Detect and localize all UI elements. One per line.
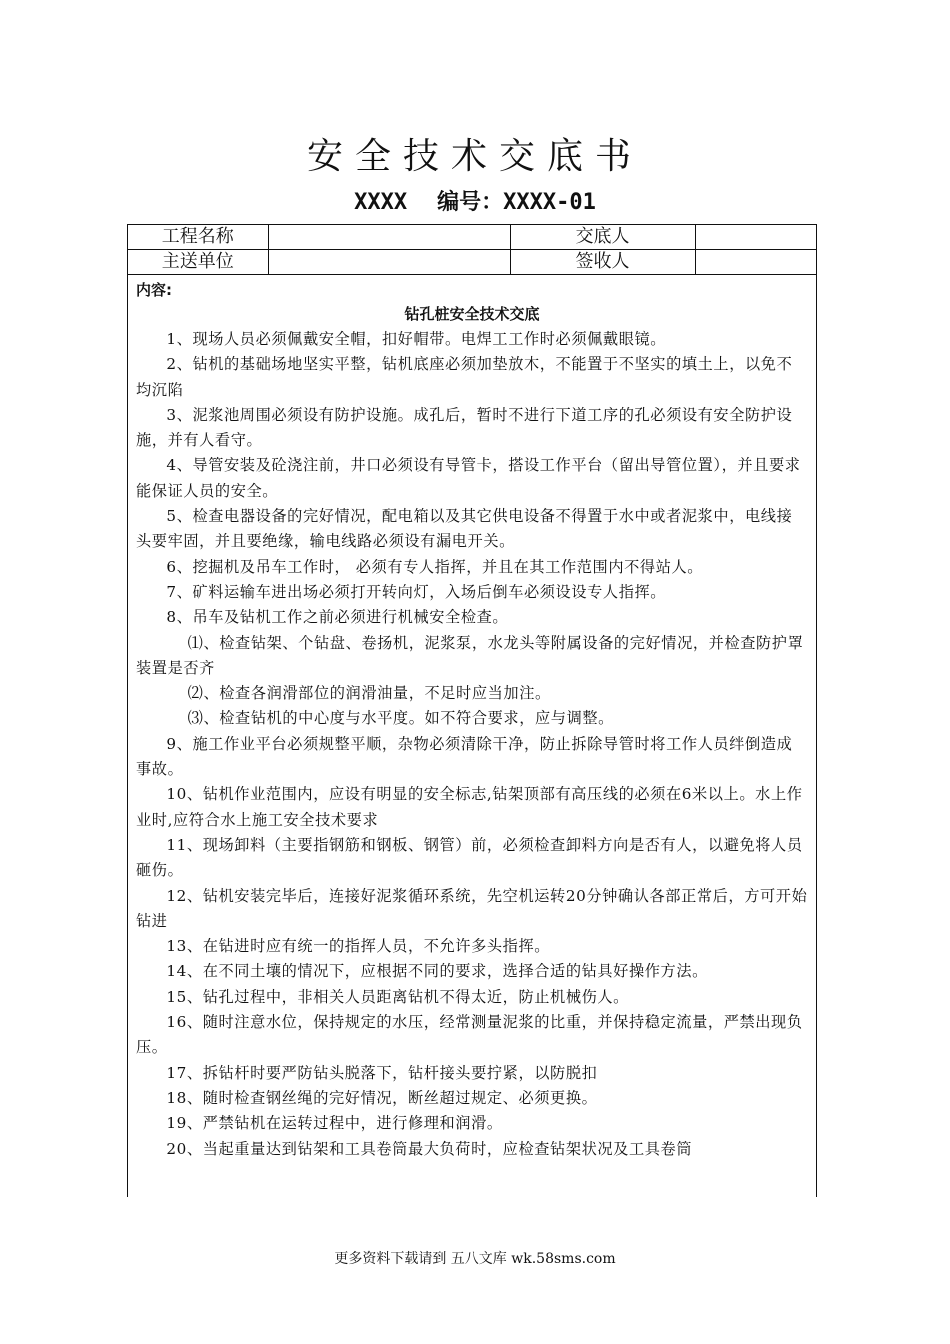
- document-title: 安全技术交底书: [306, 136, 643, 177]
- content-heading: 钻孔桩安全技术交底: [404, 305, 540, 323]
- content-label: 内容:: [136, 281, 172, 299]
- info-row-unit: [128, 250, 816, 275]
- clause-8-sub-2: ⑵、检查各润滑部位的润滑油量，不足时应当加注。: [187, 684, 551, 703]
- clause-9: 9、施工作业平台必须规整平顺，杂物必须清除干净，防止拆除导管时将工作人员绊倒造成事故。: [136, 734, 793, 779]
- clause-18: 18、随时检查钢丝绳的完好情况，断丝超过规定、必须更换。: [166, 1088, 598, 1107]
- clause-12: 12、钻机安装完毕后，连接好泥浆循环系统，先空机运转20分钟确认各部正常后，方可开始钻进: [136, 886, 808, 930]
- receiver-label: 签收人: [510, 250, 695, 275]
- send-unit-field[interactable]: [268, 250, 510, 275]
- clause-15: 15、钻孔过程中，非相关人员距离钻机不得太近，防止机械伤人。: [166, 987, 629, 1006]
- send-unit-label: 主送单位: [128, 250, 268, 275]
- clause-13: 13、在钻进时应有统一的指挥人员，不允许多头指挥。: [166, 937, 551, 956]
- clause-8-sub-3: ⑶、检查钻机的中心度与水平度。如不符合要求，应与调整。: [187, 709, 614, 728]
- handover-sheet: [127, 224, 817, 1197]
- clause-8-sub-1: ⑴、检查钻架、个钻盘、卷扬机，泥浆泵，水龙头等附属设备的完好情况，并检查防护罩装置是否齐: [136, 633, 804, 677]
- subtitle-code: XXXX: [354, 190, 408, 215]
- clause-14: 14、在不同土壤的情况下，应根据不同的要求，选择合适的钻具好操作方法。: [166, 962, 708, 981]
- clause-5: 5、检查电器设备的完好情况，配电箱以及其它供电设备不得置于水中或者泥浆中，电线接头要牢固，并且要绝缘，输电线路必须设有漏电开关。: [136, 507, 793, 551]
- clause-7: 7、矿料运输车进出场必须打开转向灯，入场后倒车必须设设专人指挥。: [166, 582, 667, 601]
- clause-1: 1、现场人员必须佩戴安全帽，扣好帽带。电焊工工作时必须佩戴眼镜。: [166, 330, 667, 348]
- clause-4: 4、导管安装及砼浇注前，井口必须设有导管卡，搭设工作平台（留出导管位置），并且要求能保证人员的安全。: [136, 456, 801, 500]
- handover-person-label: 交底人: [510, 225, 695, 250]
- clause-2: 2、钻机的基础场地坚实平整，钻机底座必须加垫放木，不能置于不坚实的填土上，以免不均沉陷: [136, 355, 793, 399]
- project-name-field[interactable]: [268, 225, 510, 250]
- clause-11: 11、现场卸料（主要指钢筋和钢板、钢管）前，必须检查卸料方向是否有人，以避免将人员砸伤。: [136, 835, 803, 880]
- document-subtitle: [0, 185, 950, 216]
- receiver-field[interactable]: [695, 250, 816, 275]
- document-number: 编号：XXXX-01: [437, 190, 596, 215]
- project-name-label: 工程名称: [128, 225, 268, 250]
- clause-17: 17、拆钻杆时要严防钻头脱落下，钻杆接头要拧紧，以防脱扣: [166, 1063, 598, 1082]
- clause-10: 10、钻机作业范围内，应设有明显的安全标志,钻架顶部有高压线的必须在6米以上。水上作业时,应符合水上施工安全技术要求: [136, 785, 803, 829]
- clause-20: 20、当起重量达到钻架和工具卷筒最大负荷时，应检查钻架状况及工具卷筒: [166, 1139, 693, 1158]
- clause-16: 16、随时注意水位，保持规定的水压，经常测量泥浆的比重，并保持稳定流量，严禁出现负压。: [136, 1013, 803, 1057]
- clause-19: 19、严禁钻机在运转过程中，进行修理和润滑。: [166, 1114, 503, 1133]
- info-row-project: [128, 225, 816, 250]
- info-table: [128, 225, 816, 275]
- clause-8: 8、吊车及钻机工作之前必须进行机械安全检查。: [166, 608, 509, 627]
- content-section: [128, 279, 816, 1162]
- footer-link[interactable]: 更多资料下载请到 五八文库 wk.58sms.com: [334, 1251, 616, 1267]
- clause-3: 3、泥浆池周围必须设有防护设施。成孔后，暂时不进行下道工序的孔必须设有安全防护设施，并有人看守。: [136, 405, 793, 450]
- clause-6: 6、挖掘机及吊车工作时， 必须有专人指挥，并且在其工作范围内不得站人。: [166, 557, 704, 576]
- handover-person-field[interactable]: [695, 225, 816, 250]
